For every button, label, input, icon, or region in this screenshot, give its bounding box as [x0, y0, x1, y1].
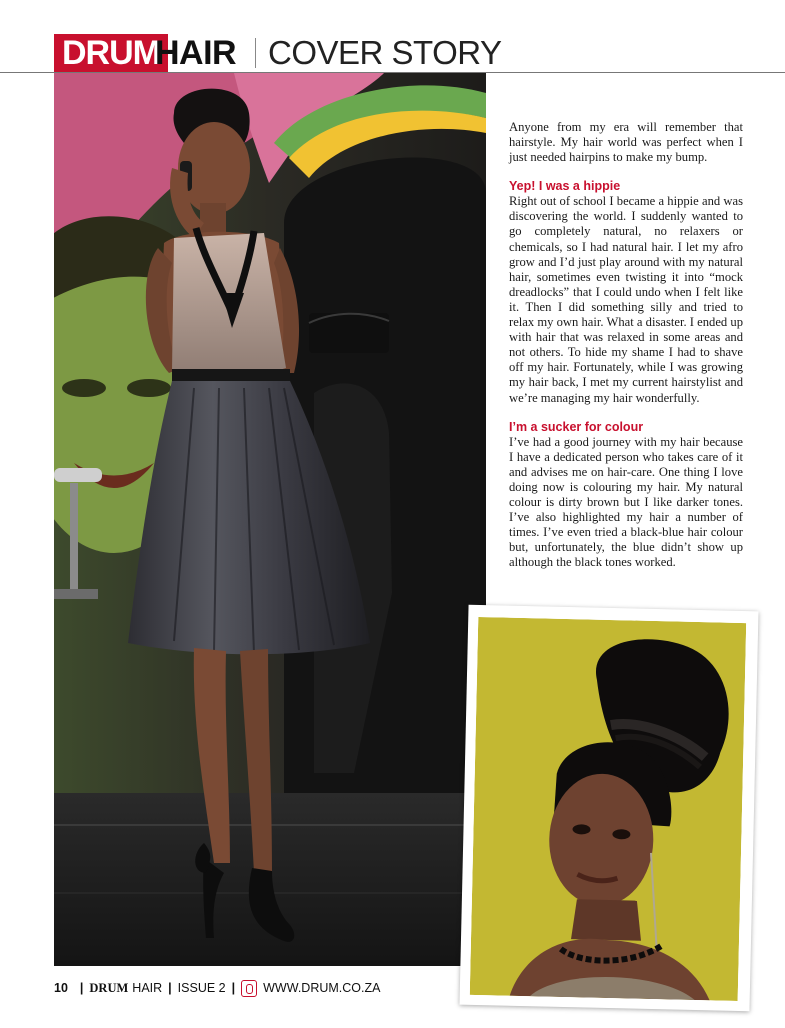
section-title: HAIR	[155, 34, 237, 72]
page-footer	[54, 978, 380, 998]
footer-divider: |	[168, 981, 172, 995]
page-number: 10	[54, 981, 68, 995]
footer-divider: |	[79, 981, 84, 995]
article-intro: Anyone from my era will remember that hairstyle. My hair world was perfect when I just needed hairpins to make my bump.	[509, 120, 743, 165]
section-paragraph: I’ve had a good journey with my hair because I have a dedicated person who takes care of it and advises me on hair-care. One thing I love doing now is colouring my hair. My natural colour is dirty brown but I like darker tones. I’ve also highlighted my hair a number of times. I’ve even tried a black-blue hair colour but, unfortunately, the blue didn’t show up although the black tones worked.	[509, 434, 743, 570]
page-header	[0, 0, 785, 76]
section-heading: I’m a sucker for colour	[509, 419, 644, 434]
drum-logo: DRUM	[54, 34, 168, 72]
mouse-icon	[241, 980, 257, 997]
footer-section: HAIR	[132, 981, 163, 995]
main-photo	[54, 73, 486, 966]
article-section	[509, 179, 743, 405]
article-section	[509, 420, 743, 571]
footer-website[interactable]: WWW.DRUM.CO.ZA	[263, 981, 381, 995]
inset-photo-frame	[459, 605, 758, 1011]
section-heading: Yep! I was a hippie	[509, 179, 621, 194]
header-divider	[255, 38, 256, 68]
inset-photo	[470, 617, 747, 1001]
footer-divider: |	[231, 981, 236, 995]
footer-brand: DRUM	[89, 980, 129, 995]
article-body	[509, 120, 743, 584]
footer-issue: ISSUE 2	[177, 981, 226, 995]
section-paragraph: Right out of school I became a hippie and was discovering the world. I suddenly wanted to go completely natural, no relaxers or chemicals, so I had natural hair. I let my afro grow and I’d just play around with my natural hair, sometimes even twisting it into “mock dreadlocks” that I could undo when I felt like it. Then I did something silly and tried to relax my own hair. What a disaster. I ended up with hair that was relaxed in some areas and not others. To hide my shame I had to shave off my hair. Fortunately, while I was growing my hair back, I met my current hairstylist and we’re managing my hair wonderfully.	[509, 194, 743, 405]
category-title: COVER STORY	[268, 34, 502, 71]
